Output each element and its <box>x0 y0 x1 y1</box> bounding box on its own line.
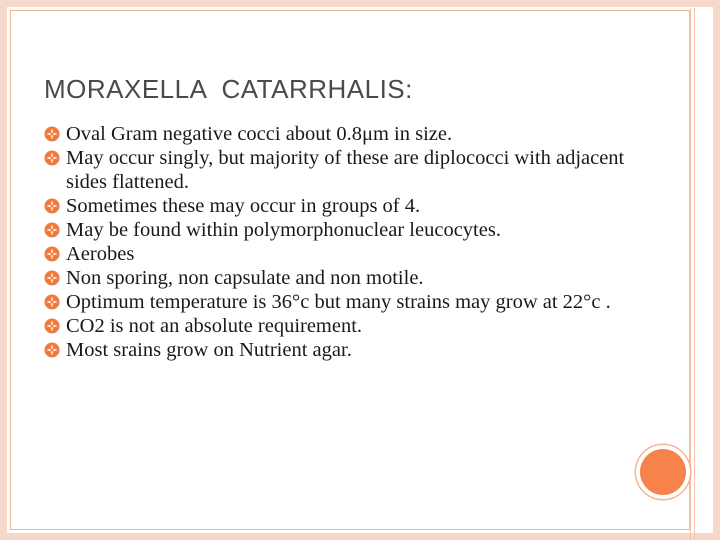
star-flower-icon <box>44 270 60 286</box>
list-item <box>44 122 644 146</box>
list-item <box>44 218 644 242</box>
decorative-circle <box>640 449 686 495</box>
star-flower-icon <box>44 246 60 262</box>
bullet-text: Most srains grow on Nutrient agar. <box>66 339 352 361</box>
bullet-text: CO2 is not an absolute requirement. <box>66 315 363 337</box>
list-item <box>44 266 644 290</box>
star-flower-icon <box>44 318 60 334</box>
bullet-list <box>44 122 644 362</box>
list-item <box>44 194 644 218</box>
bullet-text: Non sporing, non capsulate and non motile. <box>66 267 424 289</box>
bullet-text: Oval Gram negative cocci about 0.8μm in size. <box>66 123 453 145</box>
star-flower-icon <box>44 342 60 358</box>
star-flower-icon <box>44 198 60 214</box>
slide-title: MORAXELLA CATARRHALIS: <box>44 74 413 104</box>
star-flower-icon <box>44 222 60 238</box>
star-flower-icon <box>44 150 60 166</box>
bullet-text: May occur singly, but majority of these are diplococci with adjacent sides flattened. <box>66 147 625 193</box>
star-flower-icon <box>44 294 60 310</box>
list-item <box>44 290 644 314</box>
bullet-text: Aerobes <box>66 243 135 265</box>
list-item <box>44 314 644 338</box>
bullet-text: Optimum temperature is 36°c but many strains may grow at 22°c . <box>66 291 611 313</box>
list-item <box>44 338 644 362</box>
star-flower-icon <box>44 126 60 142</box>
bullet-text: May be found within polymorphonuclear leucocytes. <box>66 219 501 241</box>
bullet-text: Sometimes these may occur in groups of 4. <box>66 195 421 217</box>
accent-lines <box>690 8 696 540</box>
list-item <box>44 146 644 194</box>
list-item <box>44 242 644 266</box>
